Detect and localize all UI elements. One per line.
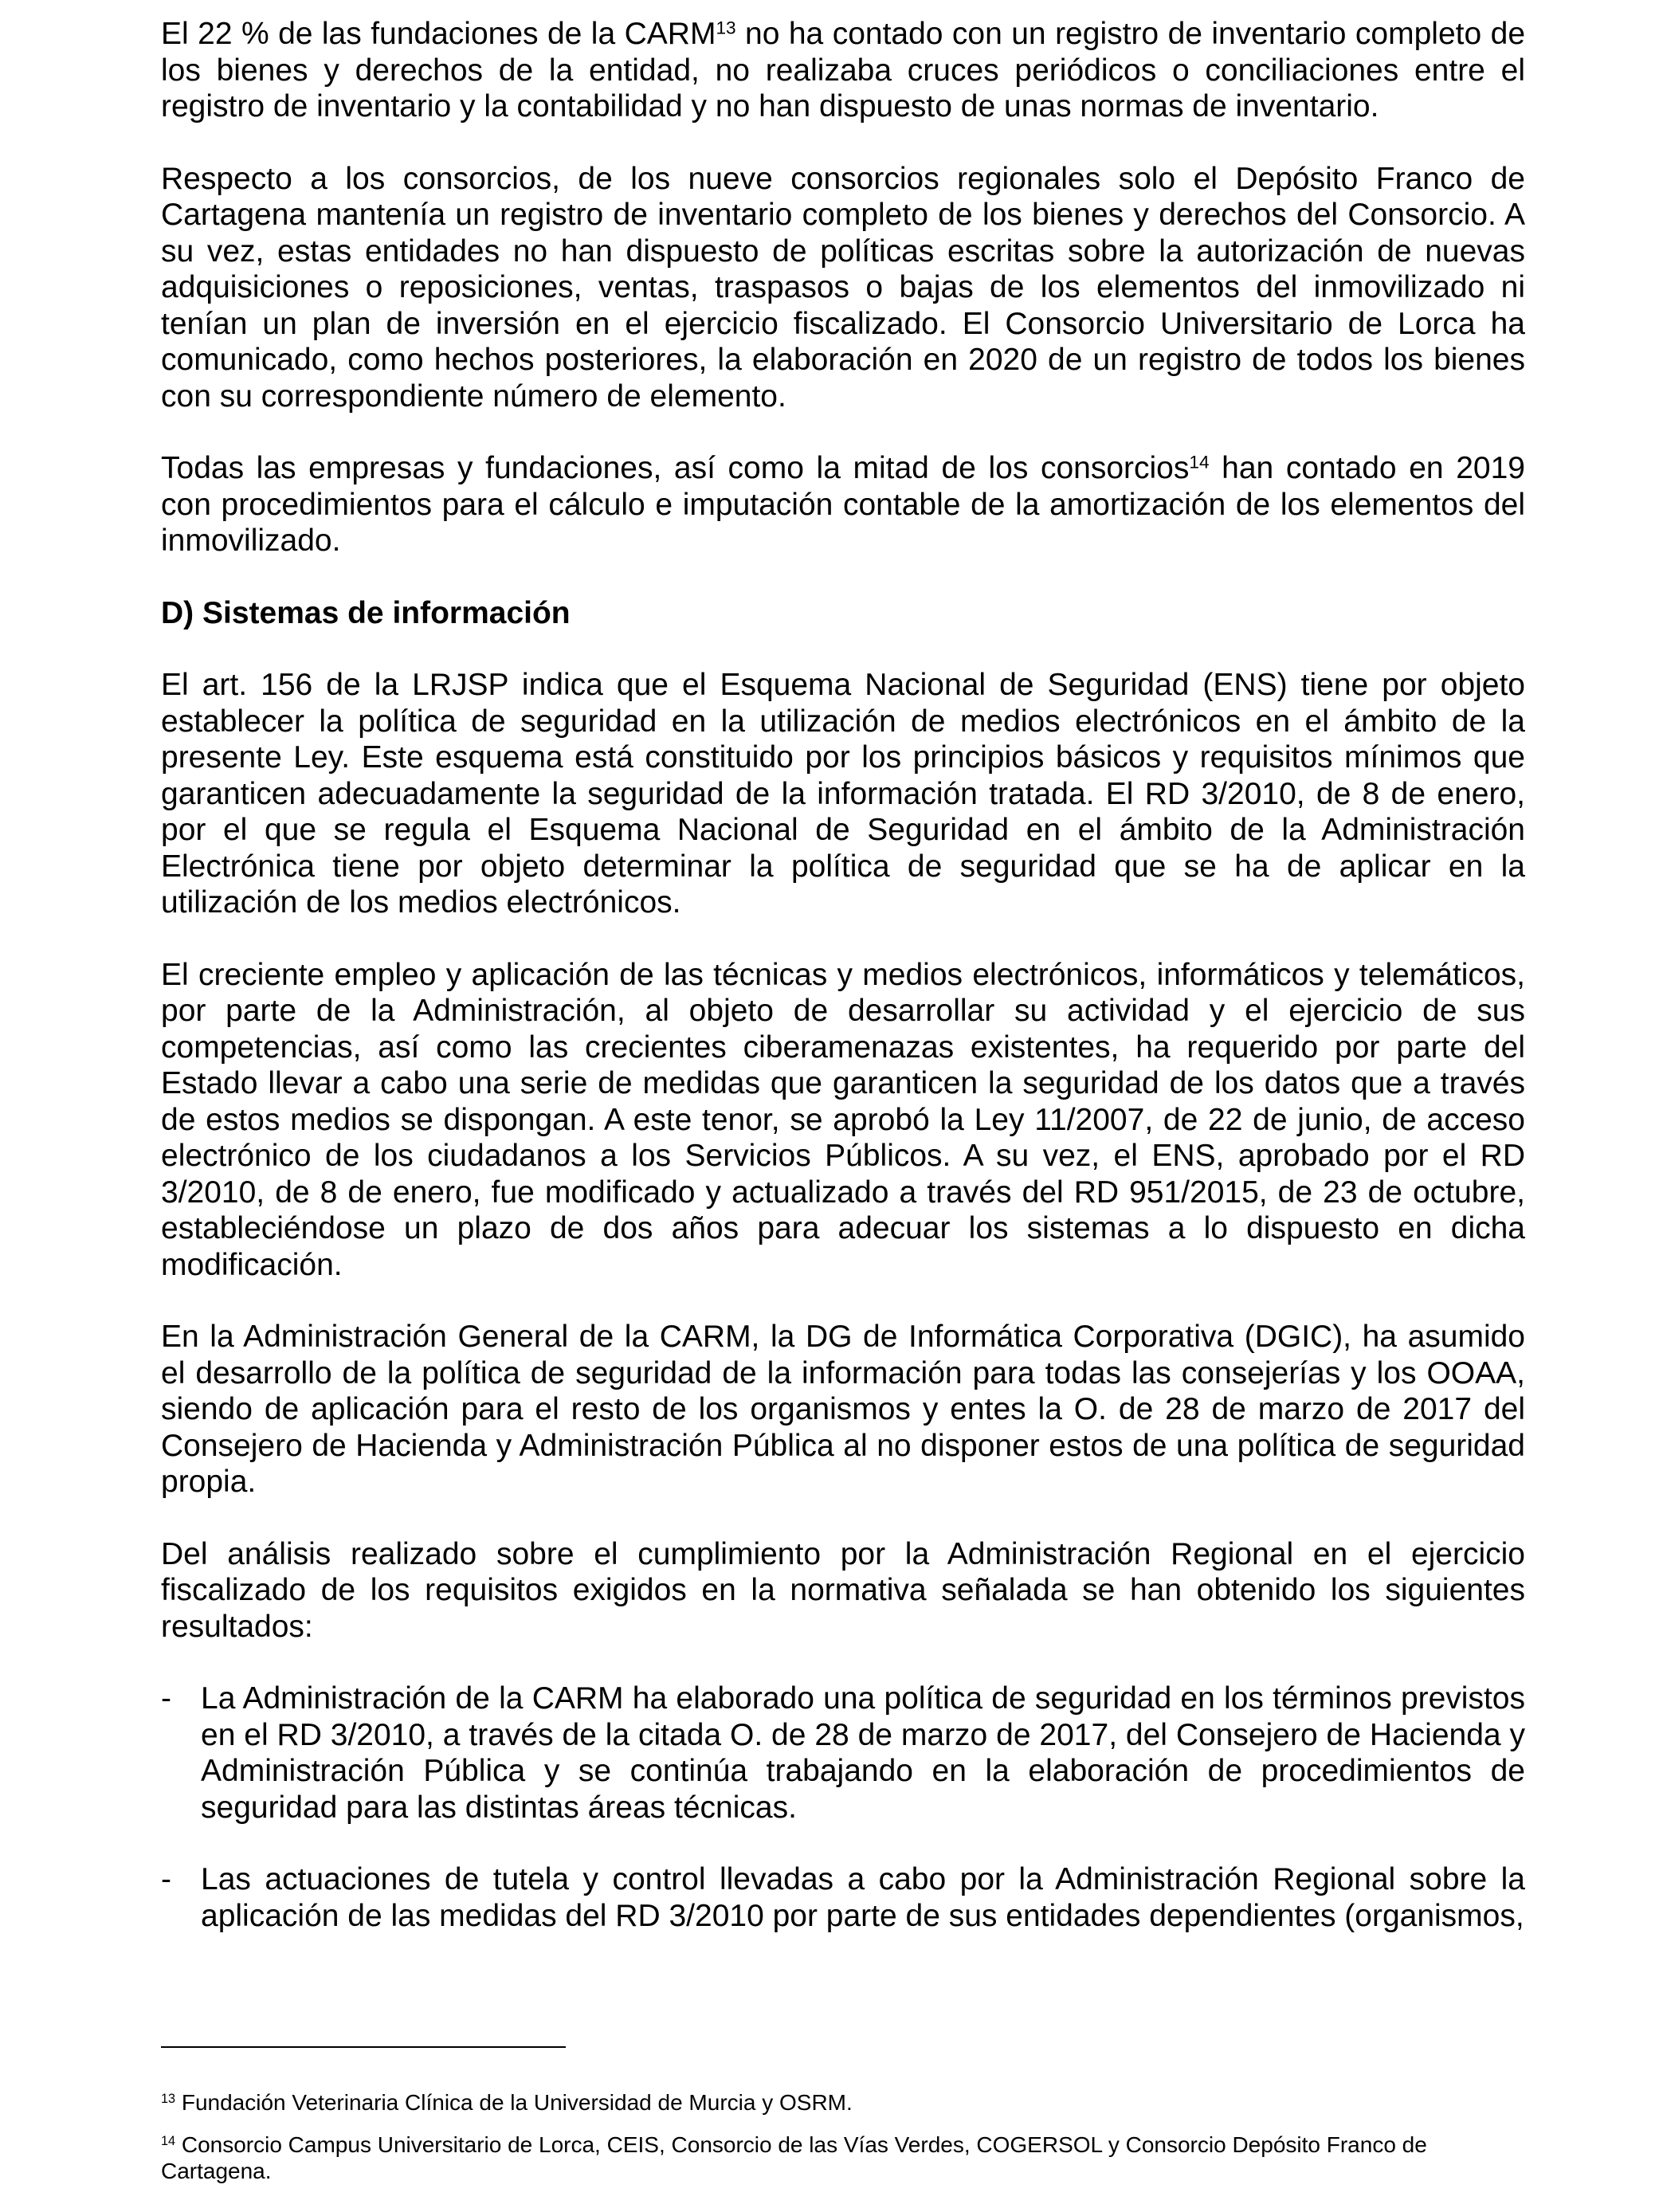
list-item-text: Las actuaciones de tutela y control llevadas a cabo por la Administración Regional sobre la aplicación de las medidas del RD 3/2010 por parte de sus entidades dependientes (organismos,	[201, 1862, 1525, 1933]
footnote-number: 14	[161, 2134, 176, 2149]
paragraph-analisis: Del análisis realizado sobre el cumplimiento por la Administración Regional en el ejercicio fiscalizado de los requisitos exigidos en la normativa señalada se han obtenido los siguientes resultados:	[161, 1536, 1525, 1644]
paragraph-text: no ha contado con un registro de inventario completo de los bienes y derechos de la entidad, no realizaba cruces periódicos o conciliaciones entre el registro de inventario y la contabilidad y no han dispuesto de unas normas de inventario.	[161, 17, 1526, 124]
paragraph-consorcios-inventario: Respecto a los consorcios, de los nueve consorcios regionales solo el Depósito Franco de Cartagena mantenía un registro de inventario completo de los bienes y derechos del Consorcio. A su vez, estas entidades no han dispuesto de políticas escritas sobre la autorización de nuevas adquisiciones o reposiciones, ventas, traspasos o bajas de los elementos del inmovilizado ni tenían un plan de inversión en el ejercicio fiscalizado. El Consorcio Universitario de Lorca ha comunicado, como hechos posteriores, la elaboración en 2020 de un registro de todos los bienes con su correspondiente número de elemento.	[161, 161, 1525, 414]
footnote-text: Consorcio Campus Universitario de Lorca, CEIS, Consorcio de las Vías Verdes, COGERSOL y Consorcio Depósito Franco de Cartagena.	[161, 2132, 1427, 2183]
list-item	[161, 1861, 1525, 1934]
paragraph-dgic: En la Administración General de la CARM, la DG de Informática Corporativa (DGIC), ha asumido el desarrollo de la política de seguridad de la información para todas las consejerías y los OOAA, siendo de aplicación para el resto de los organismos y entes la O. de 28 de marzo de 2017 del Consejero de Hacienda y Administración Pública al no disponer estos de una política de seguridad propia.	[161, 1320, 1525, 1499]
paragraph-text: Todas las empresas y fundaciones, así como la mitad de los consorcios	[161, 451, 1190, 485]
footnote-ref-14[interactable]: 14	[1189, 452, 1210, 473]
paragraph-text: han contado en 2019 con procedimientos para el cálculo e imputación contable de la amortización de los elementos del inmovilizado.	[161, 451, 1525, 558]
footnote-13	[161, 2089, 1525, 2116]
list-item-text: La Administración de la CARM ha elaborado una política de seguridad en los términos previstos en el RD 3/2010, a través de la citada O. de 28 de marzo de 2017, del Consejero de Hacienda y Administración Pública y se continúa trabajando en la elaboración de procedimientos de seguridad para las distintas áreas técnicas.	[201, 1681, 1525, 1825]
paragraph-amortizacion	[161, 450, 1525, 559]
results-list	[161, 1681, 1525, 1934]
paragraph-medios-electronicos: El creciente empleo y aplicación de las técnicas y medios electrónicos, informáticos y telemáticos, por parte de la Administración, al objeto de desarrollar su actividad y el ejercicio de sus competencias, así como las crecientes ciberamenazas existentes, ha requerido por parte del Estado llevar a cabo una serie de medidas que garanticen la seguridad de los datos que a través de estos medios se dispongan. A este tenor, se aprobó la Ley 11/2007, de 22 de junio, de acceso electrónico de los ciudadanos a los Servicios Públicos. A su vez, el ENS, aprobado por el RD 3/2010, de 8 de enero, fue modificado y actualizado a través del RD 951/2015, de 23 de octubre, estableciéndose un plazo de dos años para adecuar los sistemas a lo dispuesto en dicha modificación.	[161, 957, 1525, 1282]
paragraph-fundaciones-inventario	[161, 16, 1525, 125]
paragraph-ens-objeto: El art. 156 de la LRJSP indica que el Esquema Nacional de Seguridad (ENS) tiene por objeto establecer la política de seguridad en la utilización de medios electrónicos en el ámbito de la presente Ley. Este esquema está constituido por los principios básicos y requisitos mínimos que garanticen adecuadamente la seguridad de la información tratada. El RD 3/2010, de 8 de enero, por el que se regula el Esquema Nacional de Seguridad en el ámbito de la Administración Electrónica tiene por objeto determinar la política de seguridad que se ha de aplicar en la utilización de los medios electrónicos.	[161, 668, 1525, 920]
footnote-14	[161, 2132, 1525, 2184]
footnote-separator	[161, 2046, 566, 2048]
section-heading: D) Sistemas de información	[161, 595, 571, 630]
document-body	[161, 16, 1525, 1970]
bullet-dash: -	[161, 1862, 171, 1896]
footnote-number: 13	[161, 2092, 176, 2107]
bullet-dash: -	[161, 1681, 171, 1716]
footnote-text: Fundación Veterinaria Clínica de la Universidad de Murcia y OSRM.	[175, 2090, 853, 2115]
paragraph-text: El 22 % de las fundaciones de la CARM	[161, 17, 716, 51]
list-item	[161, 1681, 1525, 1826]
footnotes-area	[161, 2046, 1525, 2200]
footnote-ref-13[interactable]: 13	[716, 18, 736, 38]
